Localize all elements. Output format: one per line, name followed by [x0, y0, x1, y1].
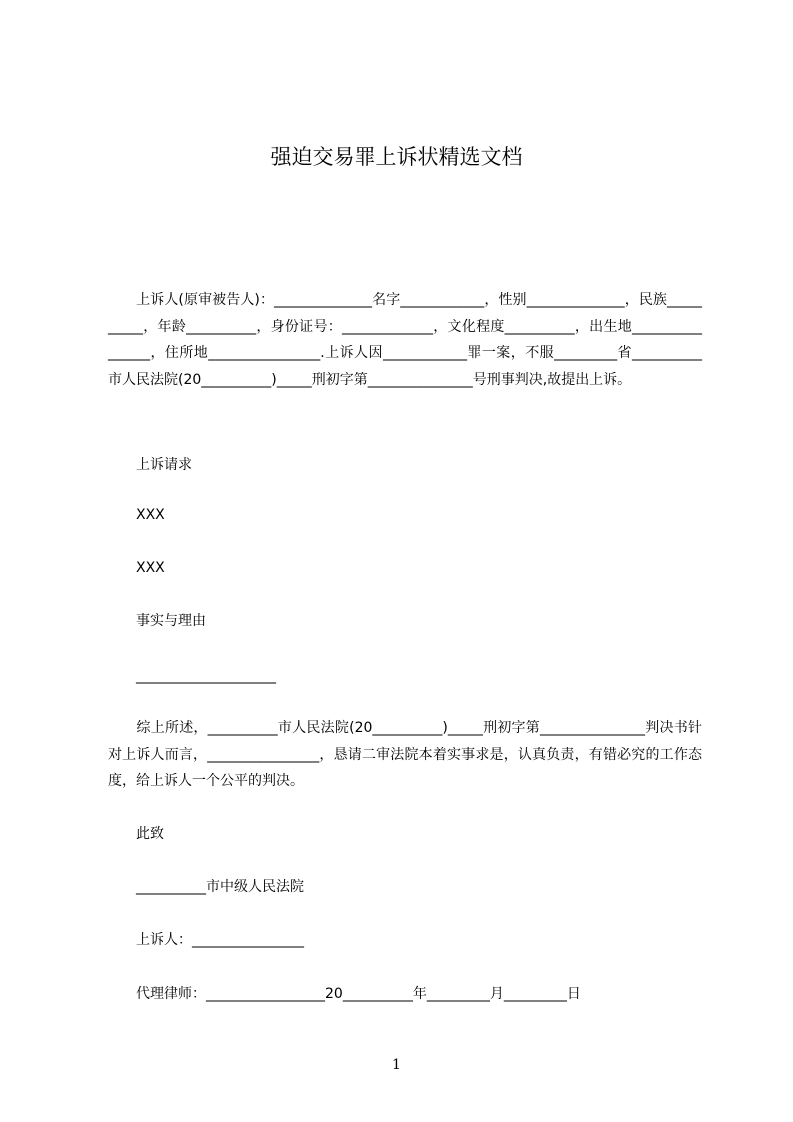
appeal-request-item-1: XXX — [136, 507, 165, 523]
summary-paragraph: 综上所述，__________市人民法院(20__________)_____刑初字第_______________判决书针对上诉人而言，________________，恳请二审法院本着实事求是，认真负责，有错必究的工作态度，给上诉人一个公平的判决。 — [108, 720, 702, 789]
page-number: 1 — [392, 1057, 401, 1073]
document-title: 强迫交易罪上诉状精选文档 — [270, 145, 523, 169]
intro-paragraph: 上诉人(原审被告人)：______________名字____________，性别______________，民族__________，年龄__________，身份证号：_____________，文化程度__________，出生地________________，住所地________________.上诉人因____________罪一案，不服_________省__________市人民法院(20__________)_____刑初字第_______________号刑事判决,故提出上诉。 — [108, 292, 702, 388]
court-line: __________市中级人民法院 — [136, 879, 304, 895]
facts-reasons-blank: ____________________ — [136, 668, 276, 684]
appellant-signature-line: 上诉人：________________ — [136, 932, 304, 948]
facts-reasons-heading: 事实与理由 — [136, 613, 206, 629]
appeal-request-item-2: XXX — [136, 560, 165, 576]
lawyer-date-line: 代理律师：_________________20__________年_________月_________日 — [136, 986, 581, 1002]
appeal-request-heading: 上诉请求 — [136, 457, 192, 473]
salutation: 此致 — [136, 826, 164, 842]
